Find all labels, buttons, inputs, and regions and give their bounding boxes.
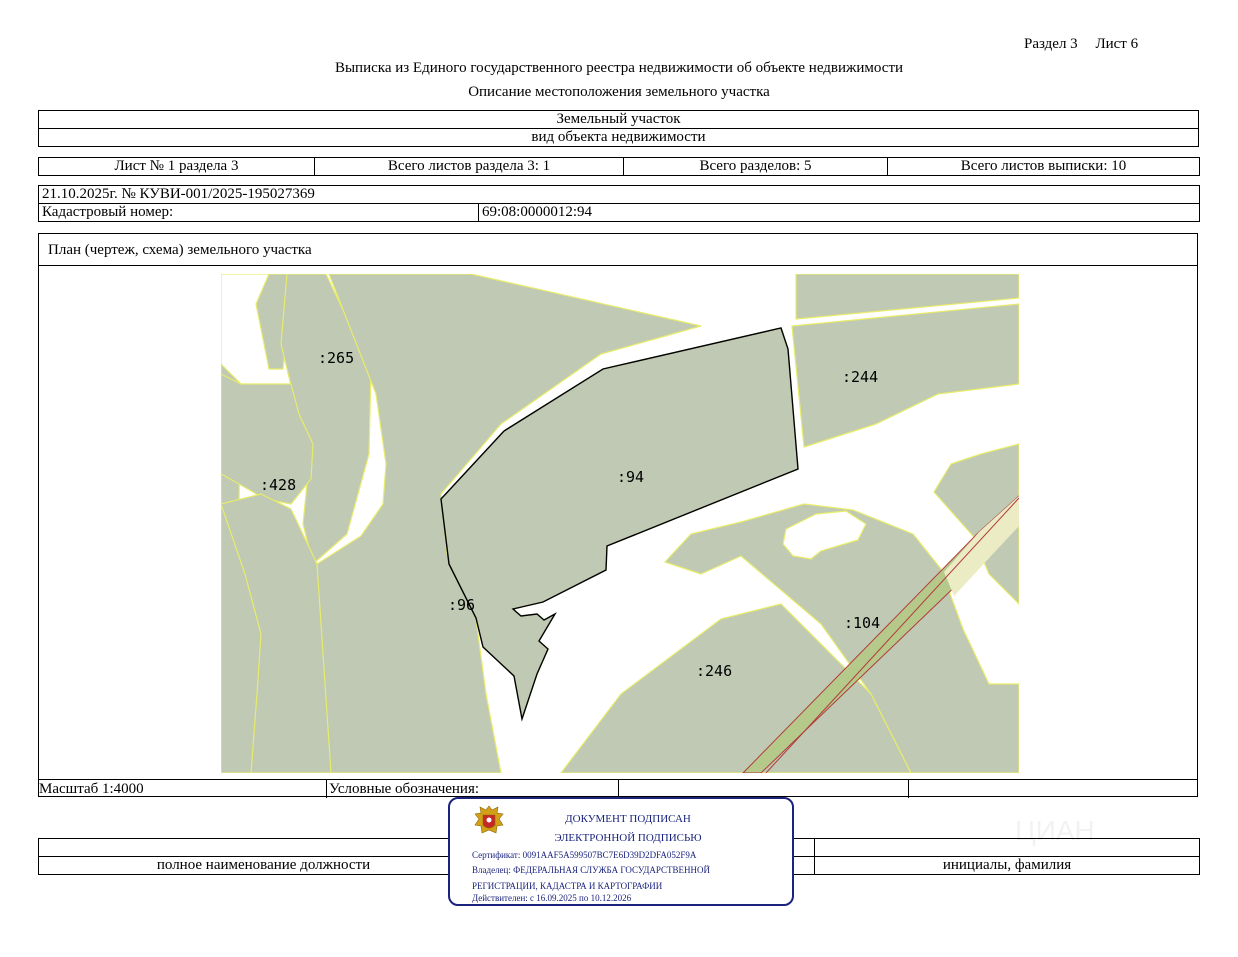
total-sheets: Всего листов выписки: 10: [888, 158, 1200, 176]
document-subtitle: Описание местоположения земельного участка: [468, 84, 770, 100]
legend-label: Условные обозначения:: [329, 781, 480, 797]
electronic-signature-stamp: [448, 797, 794, 906]
map-scale: Масштаб 1:4000: [39, 781, 144, 797]
plan-title-divider: [38, 265, 1198, 266]
divider: [908, 780, 909, 798]
watermark: ЦИАН: [1015, 815, 1095, 846]
cadastral-label: Кадастровый номер:: [39, 204, 479, 222]
stamp-owner-1: Владелец: ФЕДЕРАЛЬНАЯ СЛУЖБА ГОСУДАРСТВЕННОЙ: [472, 865, 711, 875]
total-sheets-section: Всего листов раздела 3: 1: [315, 158, 624, 176]
doc-date-number: 21.10.2025г. № КУВИ-001/2025-195027369: [39, 186, 1200, 204]
position-caption: полное наименование должности: [39, 857, 489, 875]
object-type-caption: вид объекта недвижимости: [39, 129, 1199, 147]
doc-info-table: [38, 185, 1200, 222]
page-locator: [1024, 36, 1138, 53]
sheet-number: Лист 6: [1095, 36, 1139, 52]
name-caption: инициалы, фамилия: [815, 857, 1200, 875]
parcel-label-94: :94: [617, 468, 645, 486]
parcel-label-96: :96: [448, 596, 476, 614]
parcel-label-265: :265: [318, 349, 355, 367]
document-title: Выписка из Единого государственного реестра недвижимости об объекте недвижимости: [334, 60, 904, 76]
stamp-certificate: Сертификат: 0091AAF5A599507BC7E6D39D2DFA052F9A: [472, 850, 697, 860]
parcel-label-428: :428: [260, 476, 297, 494]
section-number: Раздел 3: [1024, 36, 1078, 52]
total-sections: Всего разделов: 5: [624, 158, 888, 176]
stamp-owner-2: РЕГИСТРАЦИИ, КАДАСТРА И КАРТОГРАФИИ: [472, 881, 663, 891]
cadastral-number: 69:08:0000012:94: [479, 204, 1200, 222]
parcel-map: [221, 274, 1019, 773]
plan-title: План (чертеж, схема) земельного участка: [48, 242, 312, 258]
stamp-line-1: ДОКУМЕНТ ПОДПИСАН: [565, 813, 691, 825]
divider: [326, 780, 327, 798]
divider: [618, 780, 619, 798]
stamp-line-2: ЭЛЕКТРОННОЙ ПОДПИСЬЮ: [554, 832, 702, 844]
plan-footer-row: [38, 779, 1198, 797]
parcel-label-244: :244: [842, 368, 879, 386]
stamp-validity: Действителен: с 16.09.2025 по 10.12.2026: [472, 893, 632, 903]
sheet-of-section: Лист № 1 раздела 3: [39, 158, 315, 176]
parcel-label-104: :104: [844, 614, 881, 632]
object-type-table: [38, 110, 1199, 147]
parcel-label-246: :246: [696, 662, 733, 680]
object-type: Земельный участок: [39, 111, 1199, 129]
sheets-table: [38, 157, 1200, 176]
